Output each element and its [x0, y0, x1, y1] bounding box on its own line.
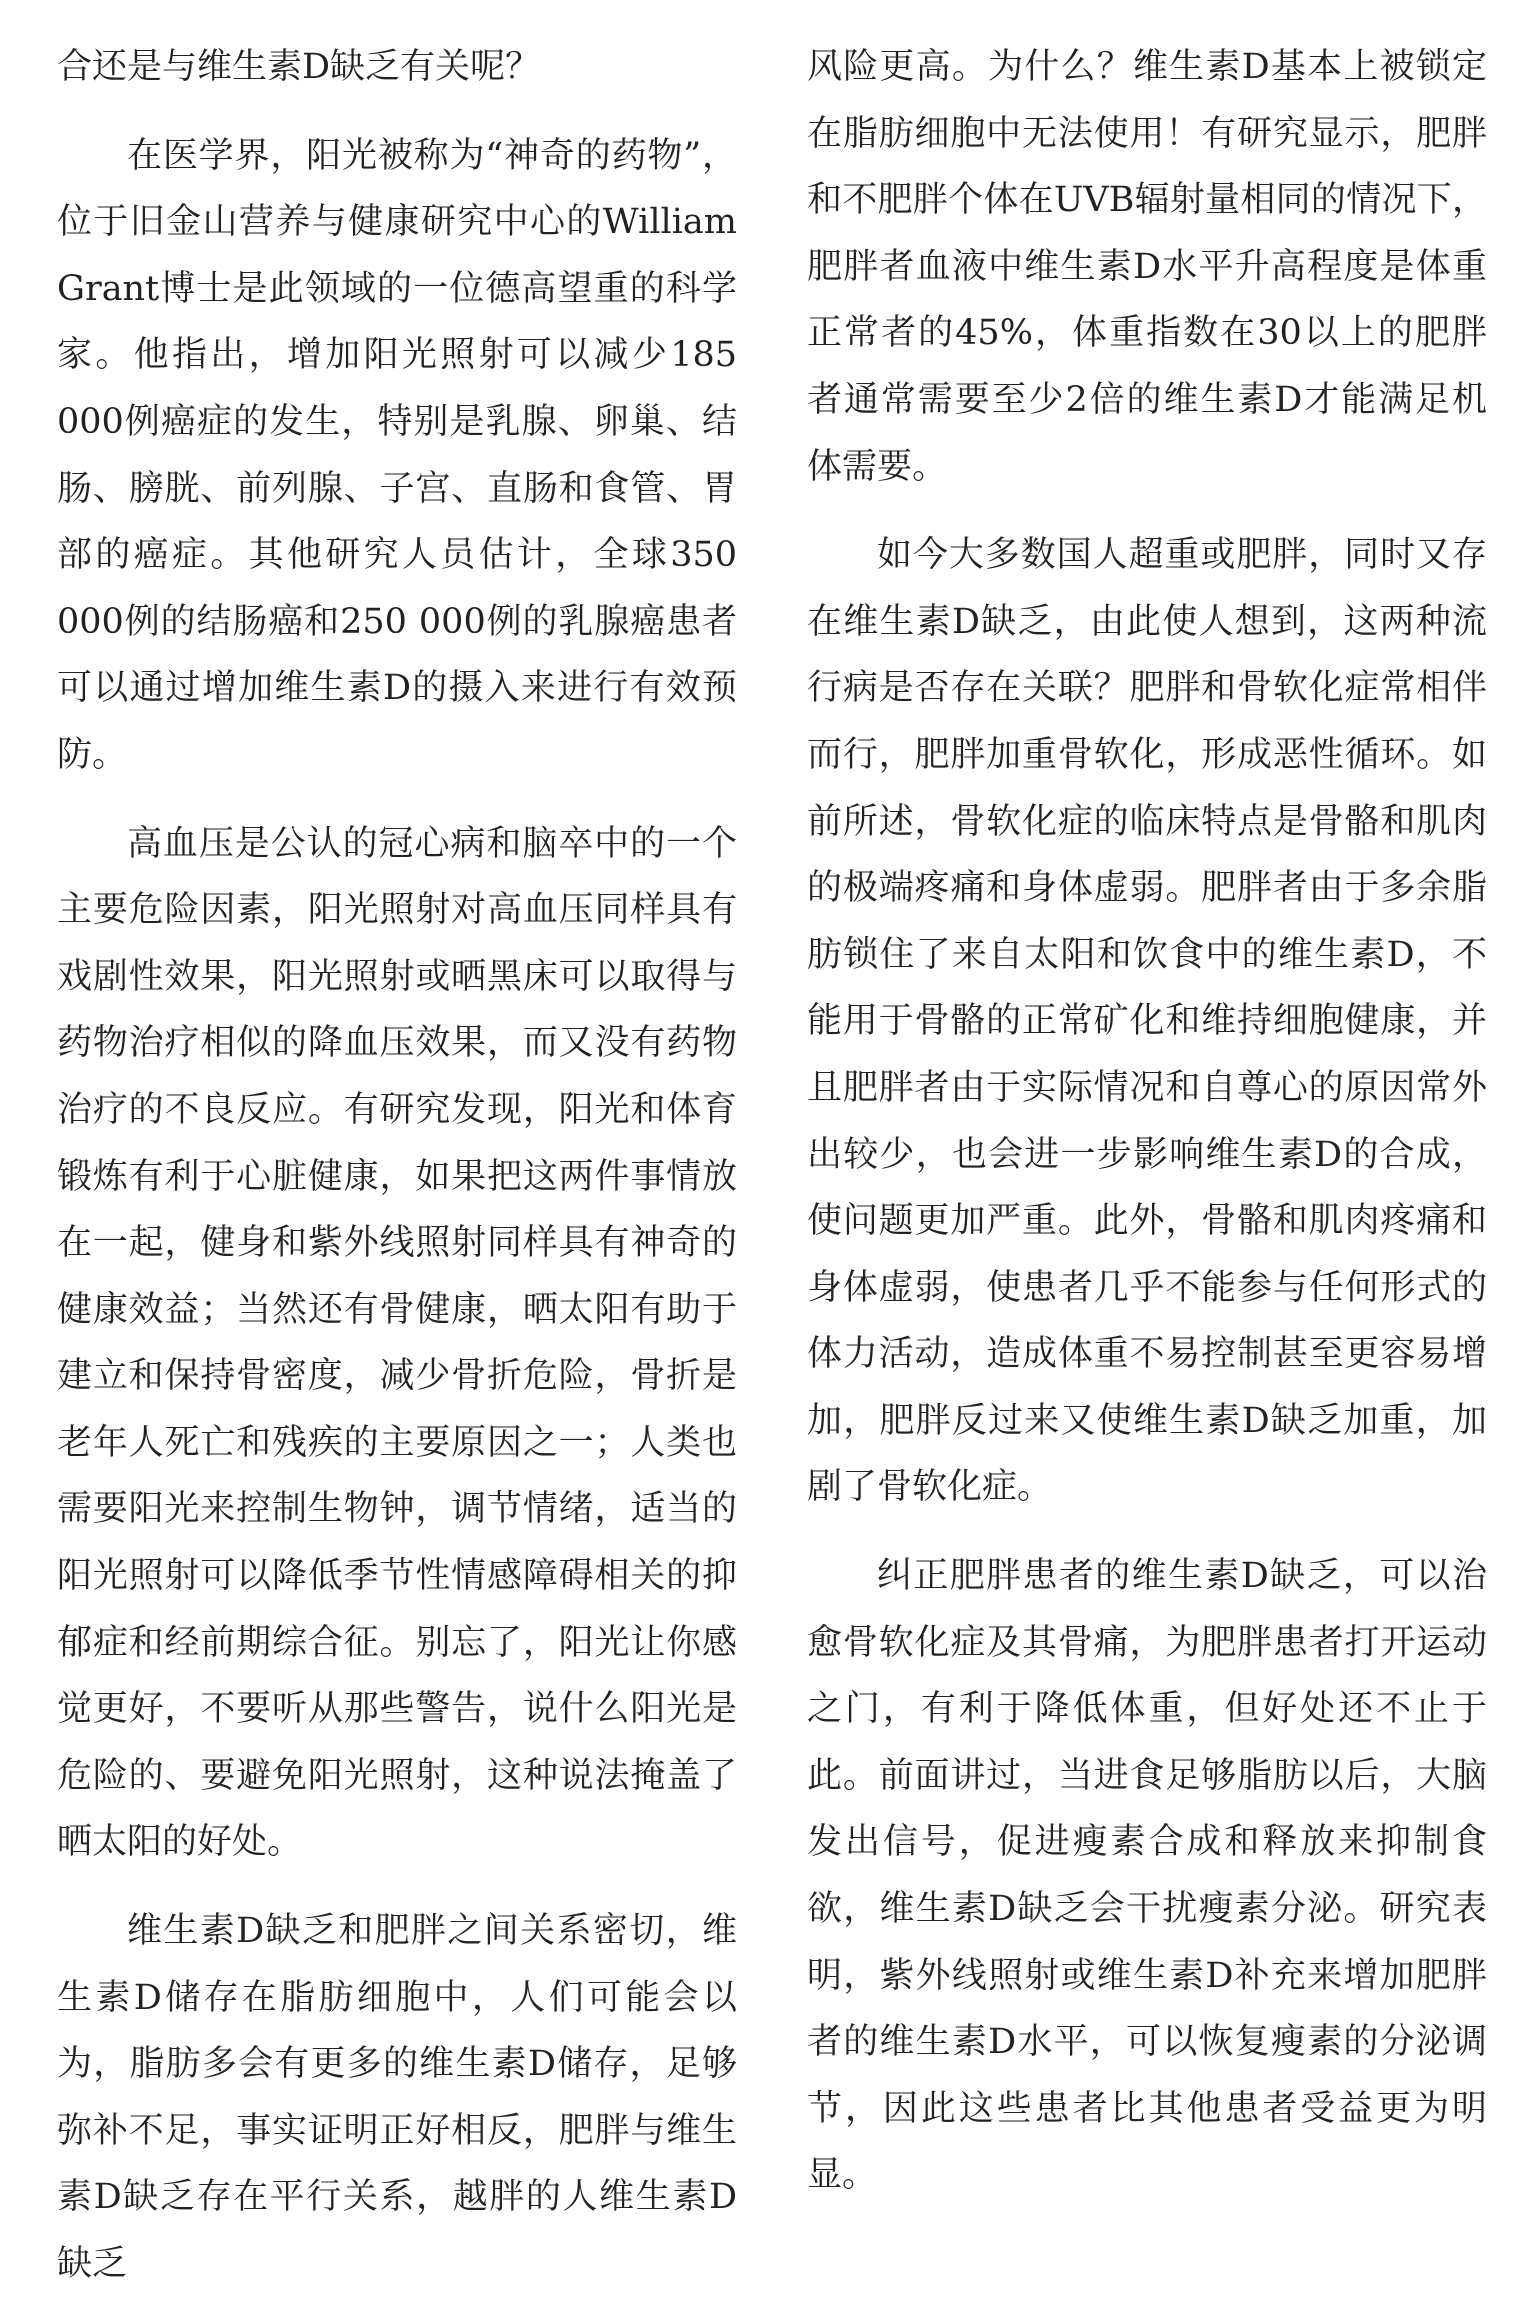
paragraph-osteomalacia: 如今大多数国人超重或肥胖，同时又存在维生素D缺乏，由此使人想到，这两种流行病是否存在关联？肥胖和骨软化症常相伴而行，肥胖加重骨软化，形成恶性循环。如前所述，骨软化症的临床特点是骨骼和肌肉的极端疼痛和身体虚弱。肥胖者由于多余脂肪锁住了来自太阳和饮食中的维生素D，不能用于骨骼的正常矿化和维持细胞健康，并且肥胖者由于实际情况和自尊心的原因常外出较少，也会进一步影响维生素D的合成，使问题更加严重。此外，骨骼和肌肉疼痛和身体虚弱，使患者几乎不能参与任何形式的体力活动，造成体重不易控制甚至更容易增加，肥胖反过来又使维生素D缺乏加重，加剧了骨软化症。: [807, 535, 1487, 1508]
left-column: [57, 34, 737, 2298]
paragraph-risk-continued: 风险更高。为什么？维生素D基本上被锁定在脂肪细胞中无法使用！有研究显示，肥胖和不肥胖个体在UVB辐射量相同的情况下，肥胖者血液中维生素D水平升高程度是体重正常者的45%，体重指数在30以上的肥胖者通常需要至少2倍的维生素D才能满足机体需要。: [807, 47, 1487, 487]
right-column: [807, 34, 1487, 2209]
paragraph-continued: 合还是与维生素D缺乏有关呢？: [57, 47, 541, 87]
paragraph-sunlight-medicine: 在医学界，阳光被称为“神奇的药物”，位于旧金山营养与健康研究中心的William Grant博士是此领域的一位德高望重的科学家。他指出，增加阳光照射可以减少185 000例癌症的发生，特别是乳腺、卵巢、结肠、膀胱、前列腺、子宫、直肠和食管、胃部的癌症。其他研究人员估计，全球350 000例的结肠癌和250 000例的乳腺癌患者可以通过增加维生素D的摄入来进行有效预防。: [57, 135, 737, 775]
paragraph-leptin: 纠正肥胖患者的维生素D缺乏，可以治愈骨软化症及其骨痛，为肥胖患者打开运动之门，有利于降低体重，但好处还不止于此。前面讲过，当进食足够脂肪以后，大脑发出信号，促进瘦素合成和释放来抑制食欲，维生素D缺乏会干扰瘦素分泌。研究表明，紫外线照射或维生素D补充来增加肥胖者的维生素D水平，可以恢复瘦素的分泌调节，因此这些患者比其他患者受益更为明显。: [807, 1556, 1487, 2196]
paragraph-blood-pressure: 高血压是公认的冠心病和脑卒中的一个主要危险因素，阳光照射对高血压同样具有戏剧性效果，阳光照射或晒黑床可以取得与药物治疗相似的降血压效果，而又没有药物治疗的不良反应。有研究发现，阳光和体育锻炼有利于心脏健康，如果把这两件事情放在一起，健身和紫外线照射同样具有神奇的健康效益；当然还有骨健康，晒太阳有助于建立和保持骨密度，减少骨折危险，骨折是老年人死亡和残疾的主要原因之一；人类也需要阳光来控制生物钟，调节情绪，适当的阳光照射可以降低季节性情感障碍相关的抑郁症和经前期综合征。别忘了，阳光让你感觉更好，不要听从那些警告，说什么阳光是危险的、要避免阳光照射，这种说法掩盖了晒太阳的好处。: [57, 823, 737, 1863]
paragraph-obesity-vitamin-d: 维生素D缺乏和肥胖之间关系密切，维生素D储存在脂肪细胞中，人们可能会以为，脂肪多会有更多的维生素D储存，足够弥补不足，事实证明正好相反，肥胖与维生素D缺乏存在平行关系，越胖的人维生素D缺乏: [57, 1911, 737, 2284]
